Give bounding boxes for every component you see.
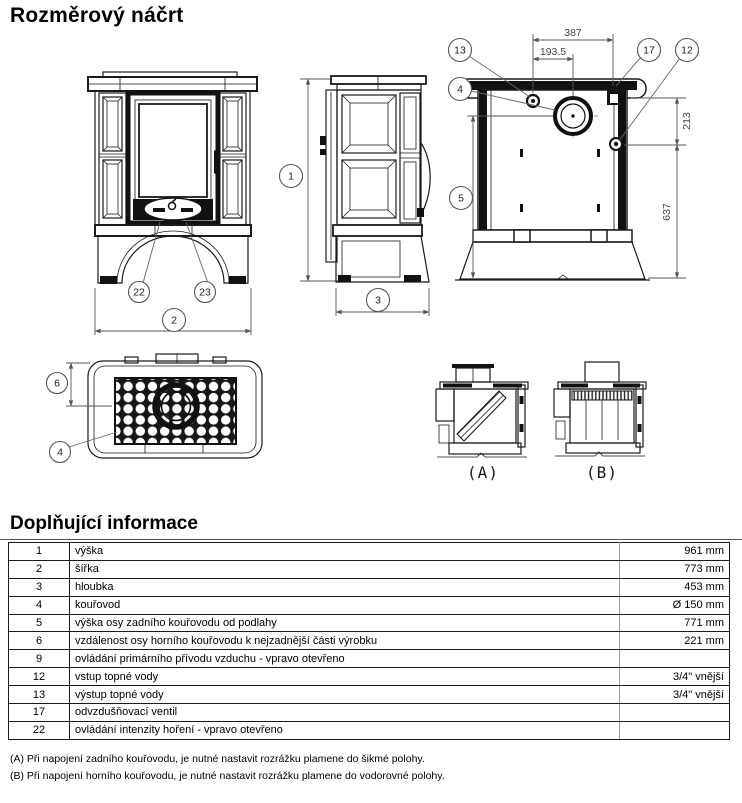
- row-value: [620, 721, 730, 739]
- row-description: šířka: [70, 560, 620, 578]
- row-value: 961 mm: [620, 543, 730, 561]
- row-number: 4: [9, 596, 70, 614]
- svg-text:22: 22: [133, 286, 145, 299]
- top-view-drawing: [47, 354, 263, 463]
- svg-text:1: 1: [288, 170, 294, 183]
- callout-22: [129, 282, 150, 303]
- section-a-drawing: [436, 364, 528, 482]
- table-row: [9, 650, 730, 668]
- svg-text:3: 3: [375, 294, 381, 307]
- table-row: [9, 704, 730, 722]
- row-number: 2: [9, 560, 70, 578]
- page-title: Rozměrový náčrt: [10, 4, 184, 27]
- callout-4-top: [50, 442, 71, 463]
- table-row: [9, 578, 730, 596]
- row-description: vzdálenost osy horního kouřovodu k nejzadnější části výrobku: [70, 632, 620, 650]
- row-description: výstup topné vody: [70, 686, 620, 704]
- callout-23: [195, 282, 216, 303]
- row-number: 9: [9, 650, 70, 668]
- additional-info-table: [8, 542, 730, 740]
- row-value: Ø 150 mm: [620, 596, 730, 614]
- vent-valve: [607, 88, 621, 105]
- row-description: vstup topné vody: [70, 668, 620, 686]
- callout-13: [449, 39, 472, 62]
- callout-5: [450, 187, 473, 210]
- table-row: [9, 668, 730, 686]
- table-row: [9, 596, 730, 614]
- callout-1: [280, 165, 303, 188]
- table-row: [9, 632, 730, 650]
- side-view-drawing: [280, 76, 431, 316]
- row-value: 773 mm: [620, 560, 730, 578]
- door-handle: [214, 150, 219, 174]
- row-value: 771 mm: [620, 614, 730, 632]
- svg-text:2: 2: [171, 314, 177, 327]
- row-number: 1: [9, 543, 70, 561]
- row-value: [620, 704, 730, 722]
- section-a-label: (A): [467, 463, 499, 482]
- dim-387: 387: [564, 27, 582, 39]
- row-number: 13: [9, 686, 70, 704]
- baffle-horizontal: [572, 391, 632, 400]
- svg-text:23: 23: [199, 286, 211, 299]
- callout-6: [47, 373, 68, 394]
- table-row: [9, 543, 730, 561]
- table-row: [9, 686, 730, 704]
- callout-12: [676, 39, 699, 62]
- row-description: odvzdušňovací ventil: [70, 704, 620, 722]
- section-title: Doplňující informace: [0, 513, 742, 540]
- row-value: 221 mm: [620, 632, 730, 650]
- callout-2: [163, 309, 186, 332]
- row-description: výška osy zadního kouřovodu od podlahy: [70, 614, 620, 632]
- row-description: výška: [70, 543, 620, 561]
- svg-text:4: 4: [457, 83, 463, 96]
- callout-4-rear: [449, 78, 472, 101]
- callout-3: [367, 289, 390, 312]
- footnotes: [10, 751, 445, 785]
- footnote-b: (B) Při napojení horního kouřovodu, je nutné nastavit rozrážku plamene do vodorovné polohy.: [10, 770, 445, 782]
- table-row: [9, 560, 730, 578]
- row-value: 3/4" vnější: [620, 668, 730, 686]
- door-glass: [139, 104, 207, 197]
- row-description: kouřovod: [70, 596, 620, 614]
- dim-213: 213: [681, 112, 693, 130]
- row-value: 453 mm: [620, 578, 730, 596]
- section-b-label: (B): [586, 463, 618, 482]
- row-value: 3/4" vnější: [620, 686, 730, 704]
- table-row: [9, 614, 730, 632]
- svg-text:12: 12: [681, 44, 693, 57]
- svg-text:6: 6: [54, 377, 60, 390]
- top-grille: [115, 378, 236, 444]
- row-number: 17: [9, 704, 70, 722]
- dim-637: 637: [661, 203, 673, 221]
- svg-text:4: 4: [57, 446, 63, 459]
- section-b-drawing: [554, 362, 646, 482]
- callout-17: [638, 39, 661, 62]
- dim-193-5: 193.5: [539, 46, 567, 58]
- row-description: ovládání primárního přívodu vzduchu - vpravo otevřeno: [70, 650, 620, 668]
- side-door-handle: [421, 143, 430, 213]
- row-number: 22: [9, 721, 70, 739]
- baffle-inclined: [457, 391, 506, 441]
- row-description: hloubka: [70, 578, 620, 596]
- row-number: 6: [9, 632, 70, 650]
- row-description: ovládání intenzity hoření - vpravo otevřeno: [70, 721, 620, 739]
- front-view-drawing: [88, 72, 257, 335]
- row-number: 3: [9, 578, 70, 596]
- table-row: [9, 721, 730, 739]
- row-number: 12: [9, 668, 70, 686]
- row-number: 5: [9, 614, 70, 632]
- svg-text:13: 13: [454, 44, 466, 57]
- svg-text:17: 17: [643, 44, 655, 57]
- svg-text:5: 5: [458, 192, 464, 205]
- footnote-a: (A) Při napojení zadního kouřovodu, je nutné nastavit rozrážku plamene do šikmé polohy.: [10, 753, 425, 765]
- rear-view-drawing: [449, 27, 699, 280]
- row-value: [620, 650, 730, 668]
